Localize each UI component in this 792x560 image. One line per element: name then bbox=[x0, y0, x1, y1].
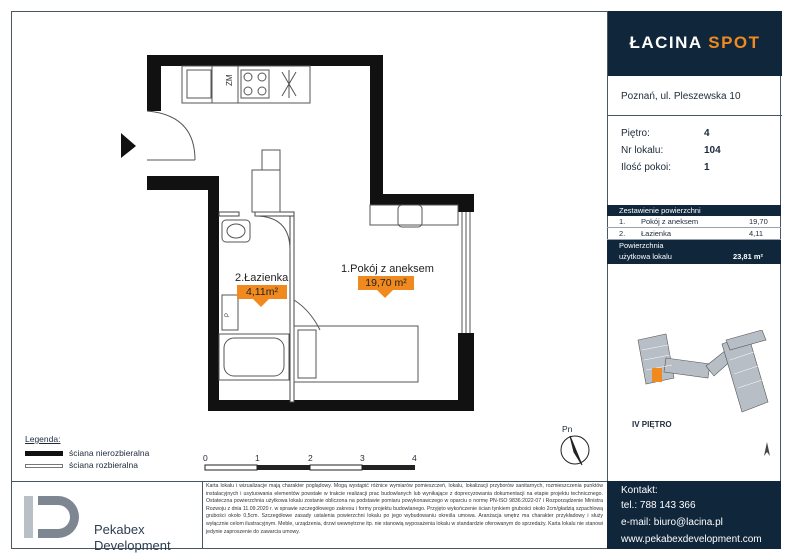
contact-website[interactable]: www.pekabexdevelopment.com bbox=[621, 534, 762, 545]
bed bbox=[294, 300, 418, 382]
scale-1: 1 bbox=[255, 453, 260, 463]
company-name-line-2: Development bbox=[94, 538, 171, 553]
pekabex-logo-mark bbox=[24, 496, 86, 538]
entrance-arrow bbox=[121, 133, 136, 158]
company-name bbox=[94, 522, 194, 554]
summary-row-no: 1. bbox=[619, 217, 626, 226]
desk bbox=[370, 205, 458, 227]
summary-row-area: 19,70 bbox=[749, 217, 768, 226]
summary-heading: Zestawienie powierzchni bbox=[607, 205, 781, 216]
area-badge-living: 19,70 m² bbox=[358, 276, 414, 290]
contact-box bbox=[607, 481, 781, 549]
scale-4: 4 bbox=[412, 453, 417, 463]
legend-partition-swatch bbox=[25, 464, 63, 468]
area-badge-bathroom: 4,11m² bbox=[237, 285, 287, 299]
rooms-count-label: Ilość pokoi: bbox=[621, 162, 672, 173]
summary-row-name: Łazienka bbox=[641, 229, 672, 238]
fridge-label: ZM bbox=[225, 74, 234, 86]
summary-row bbox=[607, 228, 781, 240]
summary-row bbox=[607, 216, 781, 228]
north-compass bbox=[561, 436, 589, 465]
disclaimer-text: Karta lokalu i wizualizacje mają charakter poglądowy. Mogą wystąpić różnice wymiarów pomieszczeń, lokalu, lokalizacji przyborów sanitarnych, rozmieszczenia punktów instalacyjnych i usytuowania elementów powstałe w trakcie realizacji prac budowlanych lub wynikające z doprecyzowania dokumentacji na etapie projektu technicznego. Ostateczna powierzchnia użytkowa lokalu zostanie obliczona na podstawie pomiaru powykonawczego w oparciu o normę PN-ISO 9836:2022-07 i Rozporządzenie Ministra Rozwoju z dnia 11.09.2020 r. w sprawie szczegółowego zakresu i formy projektu budowlanego. Przyjęto wykończenie ścian tynkiem grubości około 2cm/gładzią szpachlową grubości około 0,5cm. Szczegółowe zasady ustalenia powierzchni lokalu po jego wybudowaniu określa umowa. Aranżacja wnętrz ma charakter przykładowy i służy wyłącznie celom ilustracyjnym. Meble, urządzenia, drzwi wewnętrzne itp. nie stanowią wyposażenia lokalu w standardzie oferowanym do sprzedaży. Karta lokalu nie stanowi jedynie zaproszenie do zawarcia umowy. bbox=[206, 483, 603, 535]
legend-bearing-label: ściana nierozbieralna bbox=[69, 448, 150, 458]
summary-total-label-2: użytkowa lokalu bbox=[619, 252, 672, 261]
floor-label: Piętro: bbox=[621, 128, 650, 139]
contact-phone[interactable]: tel.: 788 143 366 bbox=[621, 500, 696, 511]
brand-logo-accent: SPOT bbox=[708, 33, 761, 52]
rooms-count-value: 1 bbox=[704, 162, 710, 173]
scale-bar bbox=[205, 465, 415, 470]
summary-row-no: 2. bbox=[619, 229, 626, 238]
scale-3: 3 bbox=[360, 453, 365, 463]
brand-logo-main: ŁACINA bbox=[629, 33, 709, 52]
legend-title: Legenda: bbox=[25, 434, 61, 444]
address: Poznań, ul. Pleszewska 10 bbox=[621, 91, 741, 102]
summary-total-label-1: Powierzchnia bbox=[619, 241, 664, 250]
unit-number-value: 104 bbox=[704, 145, 721, 156]
floor-value: 4 bbox=[704, 128, 710, 139]
summary-total bbox=[607, 240, 781, 264]
contact-email[interactable]: e-mail: biuro@lacina.pl bbox=[621, 517, 723, 528]
info-panel bbox=[607, 11, 782, 549]
company-name-line-1: Pekabex bbox=[94, 522, 145, 537]
scale-0: 0 bbox=[203, 453, 208, 463]
building-key-plan bbox=[630, 330, 774, 422]
room-label-living: 1.Pokój z aneksem bbox=[341, 263, 434, 275]
scale-2: 2 bbox=[308, 453, 313, 463]
brand-logo bbox=[608, 33, 782, 53]
svg-text:P: P bbox=[225, 312, 231, 317]
summary-row-area: 4,11 bbox=[749, 229, 764, 238]
summary-total-value: 23,81 m² bbox=[733, 252, 764, 261]
north-label: Pn bbox=[562, 424, 573, 434]
brand-header bbox=[608, 11, 782, 76]
north-small-icon bbox=[762, 440, 772, 458]
legend-bearing-swatch bbox=[25, 451, 63, 456]
unit-number-label: Nr lokalu: bbox=[621, 145, 664, 156]
floor-key-label: IV PIĘTRO bbox=[632, 420, 672, 429]
summary-row-name: Pokój z aneksem bbox=[641, 217, 699, 226]
unit-highlight bbox=[652, 368, 662, 382]
contact-heading: Kontakt: bbox=[621, 485, 658, 496]
area-summary bbox=[607, 205, 781, 264]
room-label-bathroom: 2.Łazienka bbox=[235, 272, 289, 284]
legend-partition-label: ściana rozbieralna bbox=[69, 460, 138, 470]
